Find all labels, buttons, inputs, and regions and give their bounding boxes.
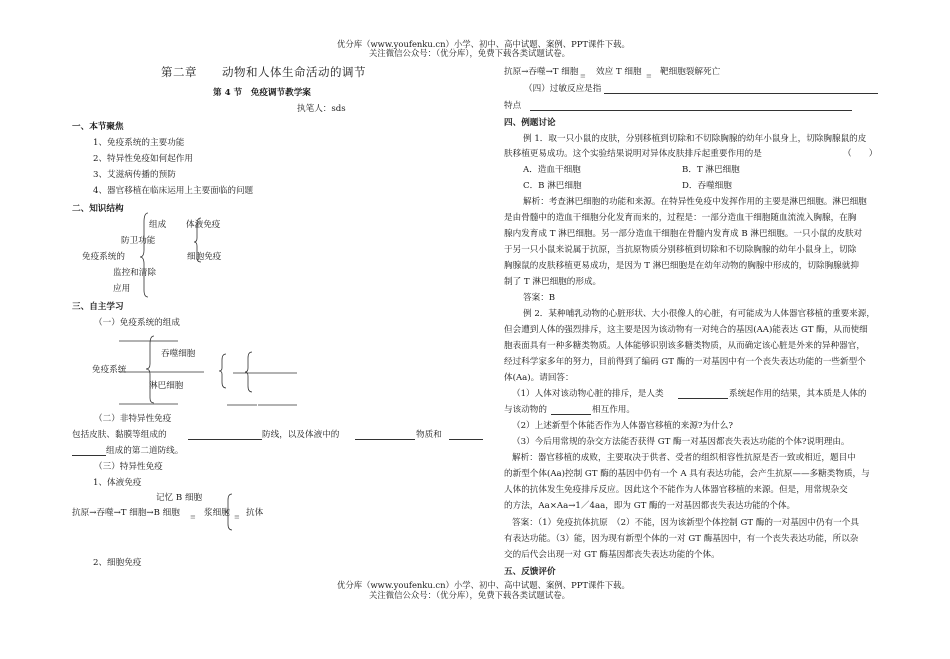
analysis-2-line: 的新型个体(Aa)控制 GT 酶的基因中仍有一个 A 具有表达功能，会产生抗原——多糖类物质，与 [504,469,870,479]
analysis-1-line: 是由骨髓中的造血干细胞分化发育而来的，过程是：一部分造血干细胞随血流流入胸腺，在胸 [504,213,857,223]
author: 执笔人：sds [297,104,346,114]
section-2-title: 二、知识结构 [72,204,124,214]
section-1-title: 一、本节聚焦 [72,122,124,132]
chapter-title: 动物和人体生命活动的调节 [222,65,366,79]
analysis-1-line: 腺内发育成 T 淋巴细胞。另一部分造血干细胞在骨髓内发育成 B 淋巴细胞。一只小鼠的皮肤对 [504,229,863,239]
antibody: 抗体 [246,508,264,518]
answer-2-line: 答案：（1）免疫抗体抗原 （2）不能，因为该新型个体控制 GT 酶的一对基因中仍有一个具 [512,518,859,528]
answer-2-line: 有表达功能。（3）能，因为现有新型个体的一对 GT 酶基因中，有一个丧失表达功能，所以杂 [504,534,859,544]
example-1-text: 例 1．取一只小鼠的皮肤，分别移植到切除和不切除胸腺的幼年小鼠身上，切除胸腺鼠的皮 [523,134,867,144]
focus-item: 4、器官移植在临床运用上主要面临的问题 [93,186,254,196]
nonspecific-text-a: 包括皮肤、黏膜等组成的 [72,430,167,440]
nonspecific-text-b: 防线，以及体液中的 [262,430,340,440]
trait-label: 特点 [504,101,522,111]
phagocyte-label: 吞噬细胞 [161,349,196,359]
header-line-1: 优分库（www.youfenku.cn）小学、初中、高中试题、案例、PPT课件下载。 [337,39,630,49]
analysis-2-line: 人体的抗体发生免疫排斥反应。因此这个不能作为人体器官移植的来源。但是，用常规杂交 [504,485,848,495]
brace [194,218,201,262]
ks-defense: 防卫功能 [121,236,156,246]
option-d: D．吞噬细胞 [682,181,732,191]
brace [140,213,148,297]
ks-application: 应用 [113,284,131,294]
example-2-line: 但会遭到人体的强烈排斥，这主要是因为该动物有一对纯合的基因(AA)能表达 GT 酶，从而使细 [504,325,868,335]
focus-item: 1、免疫系统的主要功能 [93,138,185,148]
answer-2-line: 交的后代会出现一对 GT 酶基因都丧失表达功能的个体。 [504,550,720,560]
cell-flow-2: 效应 T 细胞 [596,67,642,77]
question-1-d: 相互作用。 [592,405,635,415]
humoral-title: 1、体液免疫 [93,478,142,488]
answer-1: 答案：B [523,293,556,303]
option-a: A．造血干细胞 [523,165,581,175]
question-3: （3）今后用常规的杂交方法能否获得 GT 酶一对基因都丧失表达功能的个体?说明理由。 [512,437,850,447]
cell-flow-3: 靶细胞裂解死亡 [660,67,721,77]
question-1-a: （1）人体对该动物心脏的排斥，是人类 [512,389,664,399]
humoral-flow: 抗原→吞噬→T 细胞→B 细胞 [72,508,180,518]
example-1-text: 肤移植更易成功。这个实验结果说明对异体皮肤排斥起重要作用的是 [504,149,762,159]
header-line-2: 关注微信公众号：（优分库），免费下载各类试题试卷。 [369,48,570,58]
analysis-1-line: 制了 T 淋巴细胞的形成。 [504,277,602,287]
memory-b-cell: 记忆 B 细胞 [156,493,203,503]
ks-humoral: 体液免疫 [186,220,221,230]
ks-cellular: 细胞免疫 [187,252,222,262]
analysis-2-line: 解析：器官移植的成败，主要取决于供者、受者的组织相容性抗原是否一致或相近，题目中 [512,453,856,463]
arrow-mark: ≡ [580,72,586,80]
arrow-mark: ≡ [234,513,240,521]
arrow-mark: ≡ [646,72,652,80]
focus-item: 2、特异性免疫如何起作用 [93,154,193,164]
sub-heading-2: （二）非特异性免疫 [94,414,172,424]
section-3-title: 三、自主学习 [72,302,124,312]
nonspecific-text-c: 物质和 [416,430,442,440]
sub-heading-1: （一）免疫系统的组成 [94,318,180,328]
analysis-1-line: 解析：考查淋巴细胞的功能和来源。在特异性免疫中发挥作用的主要是淋巴细胞。淋巴细胞 [523,197,867,207]
ks-surveillance: 监控和清除 [113,268,156,278]
brace [225,494,232,530]
example-2-line: 经过科学家多年的努力，目前得到了编码 GT 酶的一对基因中有一个丧失表达功能的一些新型个 [504,357,866,367]
footer-line-2: 关注微信公众号：（优分库），免费下载各类试题试卷。 [369,590,570,600]
analysis-2-line: 的方法，Aa×Aa→1／4aa，即为 GT 酶的一对基因都丧失表达功能的个体。 [504,501,796,511]
analysis-1-line: 胸腺鼠的皮肤移植更易成功，是因为 T 淋巴细胞是在幼年动物的胸腺中形成的，切除胸腺就抑 [504,261,859,271]
cell-flow-1: 抗原→吞噬→T 细胞 [504,67,579,77]
answer-paren: （ ） [843,149,878,159]
plasma-cell: 浆细胞 [204,508,230,518]
example-2-line: 例 2．某种哺乳动物的心脏形状、大小很像人的心脏，有可能成为人体器官移植的重要来源， [523,309,875,319]
ks-root: 免疫系统的 [82,252,125,262]
arrow-mark: ≡ [190,513,196,521]
allergy-label: （四）过敏反应是指 [524,84,602,94]
section-5-title: 五、反馈评价 [504,567,556,577]
question-2: （2）上述新型个体能否作为人体器官移植的来源?为什么? [512,421,733,431]
sub-heading-3: （三）特异性免疫 [94,462,163,472]
analysis-1-line: 于另一只小鼠来说属于抗原，当抗原物质分别移植到切除和不切除胸腺的幼年小鼠身上，切除 [504,245,857,255]
nonspecific-text-d: 组成的第二道防线。 [106,446,184,456]
brace [219,354,226,388]
question-1-c: 与该动物的 [504,405,547,415]
section-title: 第 4 节 免疫调节教学案 [213,88,311,98]
ks-composition: 组成 [149,220,167,230]
section-4-title: 四、例题讨论 [504,118,556,128]
option-b: B．T 淋巴细胞 [682,165,740,175]
example-2-line: 胞表面具有一种多糖类物质。人体能够识别该多糖类物质，从而确定该心脏是外来的异种器官， [504,341,865,351]
cellular-title: 2、细胞免疫 [93,558,142,568]
brace [146,336,154,403]
example-2-line: 体(Aa)。请回答： [504,373,574,383]
focus-item: 3、艾滋病传播的预防 [93,170,176,180]
brace [245,352,252,392]
question-1-b: 系统起作用的结果，其本质是人体的 [729,389,867,399]
option-c: C．B 淋巴细胞 [523,181,582,191]
lymphocyte-label: 淋巴细胞 [149,381,184,391]
immune-system-label: 免疫系统 [92,365,127,375]
chapter-label: 第二章 [161,65,197,79]
footer-line-1: 优分库（www.youfenku.cn）小学、初中、高中试题、案例、PPT课件下载。 [337,580,630,590]
